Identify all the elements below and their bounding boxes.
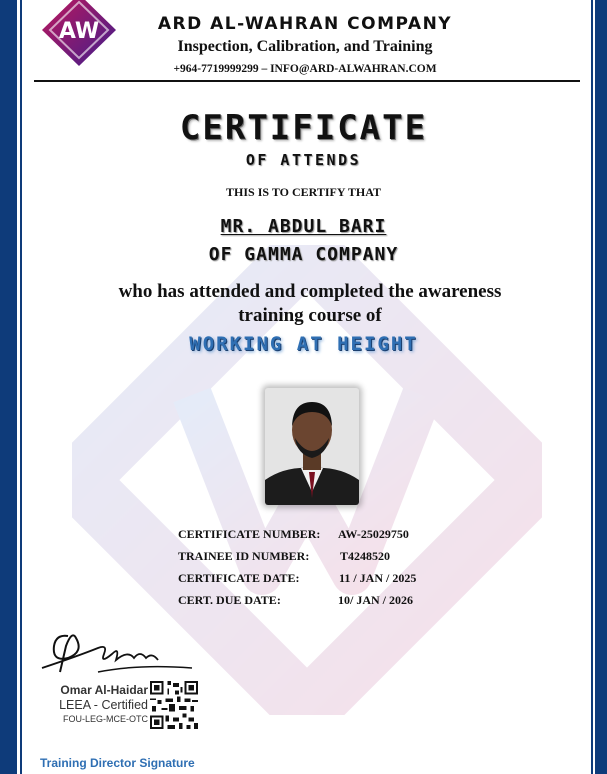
detail-value: 11 / JAN / 2025 — [339, 571, 417, 585]
statement-line-1: who has attended and completed the awareness — [118, 281, 502, 302]
detail-row-trainee-id — [178, 549, 478, 571]
detail-value: 10/ JAN / 2026 — [338, 593, 413, 607]
signatory-stamp — [38, 681, 150, 729]
recipient-name — [0, 216, 607, 237]
header-divider — [34, 80, 580, 82]
signatory-code: FOU-LEG-MCE-OTC — [63, 714, 148, 724]
certify-line: THIS IS TO CERTIFY THAT — [226, 185, 381, 199]
detail-row-due-date — [178, 593, 478, 615]
detail-value: T4248520 — [340, 549, 391, 563]
certificate-title: CERTIFICATE — [179, 108, 428, 148]
certificate-subtitle: OF ATTENDS — [245, 151, 362, 169]
detail-row-certificate-date — [178, 571, 478, 593]
detail-value: AW-25029750 — [338, 527, 409, 541]
detail-row-certificate-number — [178, 527, 478, 549]
attendance-statement — [50, 280, 570, 328]
handwritten-signature — [38, 628, 196, 680]
qr-code-icon — [150, 681, 198, 729]
company-name: ARD AL-WAHRAN COMPANY — [157, 14, 453, 34]
detail-label: CERTIFICATE NUMBER: — [178, 527, 321, 541]
signatory-certification: LEEA - Certified — [59, 698, 148, 712]
trainee-portrait-icon — [265, 388, 359, 505]
recipient-company: OF GAMMA COMPANY — [208, 244, 399, 265]
detail-label: CERTIFICATE DATE: — [178, 571, 300, 585]
course-name: WORKING AT HEIGHT — [189, 333, 418, 355]
company-logo-icon — [38, 0, 120, 66]
detail-label: CERT. DUE DATE: — [178, 593, 281, 607]
signatory-name: Omar Al-Haidar — [60, 683, 148, 697]
company-tagline: Inspection, Calibration, and Training — [177, 38, 433, 55]
company-contact: +964-7719999299 – INFO@ARD-ALWAHRAN.COM — [173, 63, 437, 75]
statement-line-2: training course of — [238, 305, 382, 326]
recipient-name-text: MR. ABDUL BARI — [220, 216, 387, 237]
training-director-label: Training Director Signature — [40, 756, 195, 770]
trainee-photo — [265, 388, 359, 505]
detail-label: TRAINEE ID NUMBER: — [178, 549, 310, 563]
logo-text: AW — [58, 19, 100, 44]
certificate-details — [178, 527, 478, 615]
